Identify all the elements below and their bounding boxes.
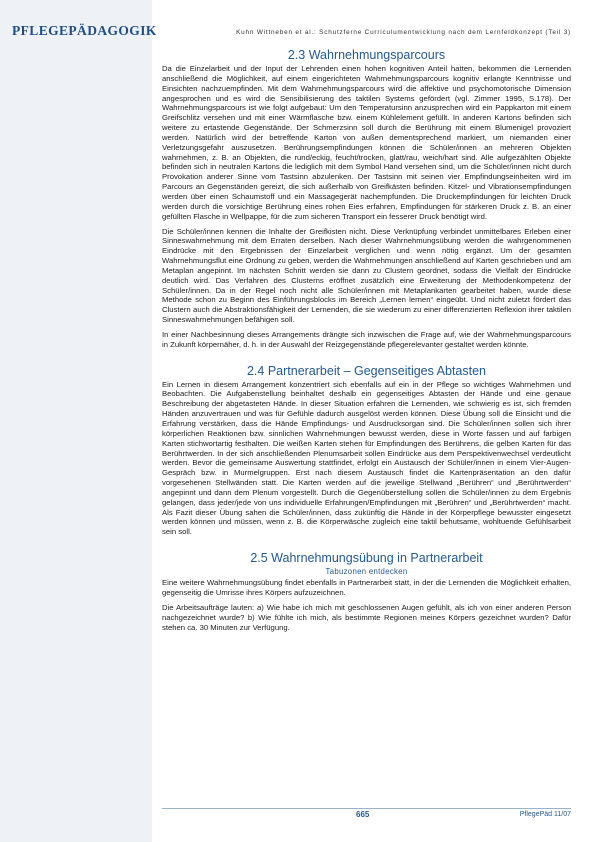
left-margin-band xyxy=(0,0,152,842)
section-heading: 2.4 Partnerarbeit – Gegenseitiges Abtasten xyxy=(246,363,487,378)
section-wahrnehmungsparcours xyxy=(162,48,571,350)
running-head: Kuhn Wittneben et al.: Schutzferne Curriculumentwicklung nach dem Lernfeldkonzept (Teil 3) xyxy=(236,29,571,36)
journal-issue: PflegePäd 11/07 xyxy=(519,811,571,818)
section-heading: 2.5 Wahrnehmungsübung in Partnerarbeit xyxy=(250,551,483,566)
paragraph: Die Arbeitsaufträge lauten: a) Wie habe ich mich mit geschlossenen Augen gefühlt, als ich von einer anderen Person nachgezeichnet wurde? b) Wie fühlte ich mich, als bestimmte Regionen meines Körpers gezeichnet wurden? Dafür stehen ca. 30 Minuten zur Verfügung. xyxy=(162,602,571,632)
article-body xyxy=(162,48,571,637)
paragraph: Da die Einzelarbeit und der Input der Lehrenden einen hohen kognitiven Anteil hatten, bekommen die Lernenden anschließend die Möglichkeit, auf einem eingerichteten Wahrnehmungsparcours kognitiv erlangte Kenntnisse und Einsichten nachzuempfinden. Mit dem Wahrnehmungsparcours wird die affektive und psychomotorische Dimension angesprochen und es wird die Sensibilisierung des taktilen Systems gefördert (vgl. Zimmer 1995, S.178). Der Wahrnehmungsparcours ist wie folgt aufgebaut: Um den Temperatursinn anzusprechen wird ein Pappkarton mit einem Greifschlitz versehen und mit einer Wärmflasche bzw. einem Kühlelement gefüllt. In anderen Kartons befinden sich weitere zu ertastende Gegenstände. Der Schmerzsinn soll durch die Berührung mit einem Blumenigel provoziert werden. Natürlich wird der betreffende Karton von außen dementsprechend markiert, um niemanden einer Verletzungsgefahr auszusetzen. Berührungsempfindungen können die Schüler/innen an mehreren Objekten wahrnehmen, z. B. an Objekten, die rund/eckig, feucht/trocken, glatt/rau, weich/hart sind. Alle aufgezählten Objekte befinden sich in neutralen Kartons die lediglich mit dem Symbol Hand versehen sind, um die Schüler/innen nicht durch Provokation anderer Sinne vom Tastsinn abzulenken. Der Tastsinn mit seinen vier Empfindungseinheiten wird im Parcours an Gegenständen gereizt, die sich außerhalb von Greifkästen befinden. Kitzel- und Vibrationsempfindungen werden über einen Schaumstoff und ein Massagegerät nachempfunden. Die Druckempfindungen für leichten Druck werden durch die vorsichtige Berührung eines rohen Eies erfahren, Empfindungen für stärkeren Druck z. B. an einer gefüllten Flasche in Wellpappe, für die zum sicheren Transport ein fesserer Druck benötigt wird. xyxy=(162,64,571,221)
paragraph: In einer Nachbesinnung dieses Arrangements drängte sich inzwischen die Frage auf, wie der Wahrnehmungsparcours in Zukunft körpernäher, d. h. in der Auswahl der Reizgegenstände pflegerelevanter gestaltet werden könnte. xyxy=(162,329,571,349)
section-partnerarbeit xyxy=(162,364,571,538)
section-subheading: Tabuzonen entdecken xyxy=(325,567,408,577)
paragraph: Ein Lernen in diesem Arrangement konzentriert sich ebenfalls auf ein in der Pflege so wichtiges Wahrnehmen und Beobachten. Die Aufgabenstellung beinhaltet deshalb ein gegenseitiges Abtasten der Hände und eine genaue Beschreibung der abgetasteten Hände. In dieser Situation erfahren die Lernenden, wie schwierig es ist, sich fremden Händen anzuvertrauen und was für Gefühle dadurch ausgelöst werden können. Diese Übung soll die Einsicht und die Erfahrung verstärken, dass die Hände Empfindungs- und Ausdrucksorgan sind. Die Schüler/innen sollen sich ihrer körperlichen Reaktionen bzw. sinnlichen Wahrnehmungen bewusst werden, diese in Worte fassen und auf farbigen Karten stichwortartig festhalten. Die weißen Karten stehen für Empfindungen des Berührens, die gelben Karten für das Berührtwerden. In der sich anschließenden Plenumsarbeit sollen Eindrücke aus dem Perspektivenwechsel verdeutlicht werden. Bevor die gemeinsame Auswertung stattfindet, erfolgt ein Austausch der Schüler/innen in einem Vier-Augen-Gespräch bzw. in Murmelgruppen. Erst nach diesem Austausch findet die Kartenpräsentation an den dafür vorgesehenen Stellwänden statt. Die Karten werden auf die jeweilige Stellwand „Berühren“ und „Berührtwerden“ angepinnt und dann dem Plenum vorgestellt. Durch die Gegenüberstellung sollen die Schüler/innen zu dem Ergebnis gelangen, dass jeder/jede von uns individuelle Erfahrungen/Empfindungen mit „Berühren“ und „Berührtwerden“ macht. Als Fazit dieser Übung sahen die Schüler/innen, dass zukünftig die Hände in der Körperpflege bewusster eingesetzt werden können und müssen, wenn z. B. die Körperwäsche zugleich eine taktil behutsame, wohltuende Gefühlsarbeit sein soll. xyxy=(162,379,571,537)
paragraph: Eine weitere Wahrnehmungsübung findet ebenfalls in Partnerarbeit statt, in der die Lernenden die Möglichkeit erhalten, gegenseitig die Umrisse ihres Körpers aufzuzeichnen. xyxy=(162,578,571,597)
journal-logo: PFLEGEPÄDAGOGIK xyxy=(12,23,157,38)
page-number: 665 xyxy=(356,810,370,819)
footer-rule xyxy=(162,808,571,809)
section-heading: 2.3 Wahrnehmungsparcours xyxy=(287,48,446,62)
paragraph: Die Schüler/innen kennen die Inhalte der Greifkisten nicht. Diese Verknüpfung verbindet unmittelbares Erleben einer Sinneswahrnehmung mit dem Erraten derselben. Nach dieser Wahrnehmungsübung werden die wahrgenommenen Eindrücke mit den Ergebnissen der Einzelarbeit verglichen und wenn nötig ergänzt. Um der gesamten Wahrnehmungsflut eine Ordnung zu geben, werden die Wahrnehmungen anschließend auf Karten geschrieben und am Metaplan angepinnt. Im nächsten Schritt werden sie dann zu Clustern geordnet, sodass die Vielfalt der Eindrücke deutlich wird. Das Verfahren des Clusterns eröffnet zusätzlich eine Erweiterung der Methodenkompetenz der Schüler/innen. Da in der Regel noch nicht alle Schüler/innen mit Metaplankarten gearbeitet haben, wurde diese Methode schon zu Beginn des Einführungsblocks im Bereich „Lernen lernen“ eingeübt. Und nicht zuletzt fördert das Clustern auch die Abstraktionsfähigkeit der Lernenden, die sie wiederum zu einer differenzierten Reflexion ihrer taktilen Sinneswahrnehmungen befähigen soll. xyxy=(162,226,571,325)
section-wahrnehmungsuebung xyxy=(162,551,571,632)
